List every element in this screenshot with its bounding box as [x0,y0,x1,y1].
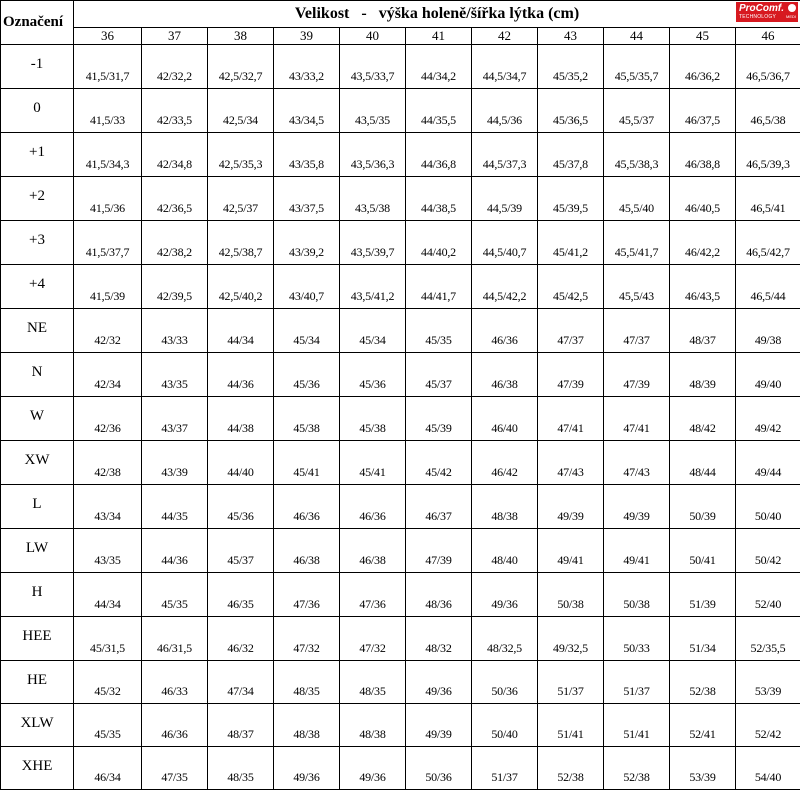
measurement-cell: 43/40,7 [274,265,340,309]
measurement-cell: 47/36 [340,573,406,617]
measurement-cell: 47/34 [208,661,274,704]
measurement-cell: 45/38 [340,397,406,441]
measurement-cell: 50/39 [670,485,736,529]
measurement-cell: 46/33 [142,661,208,704]
measurement-cell: 49/38 [736,309,800,353]
measurement-cell: 46/38 [274,529,340,573]
table-row [1,353,800,397]
measurement-cell: 43,5/38 [340,177,406,221]
measurement-cell: 43/33 [142,309,208,353]
measurement-cell: 41,5/33 [74,89,142,133]
measurement-cell: 45,5/38,3 [604,133,670,177]
size-header-cell: 38 [208,28,274,45]
measurement-cell: 46/40 [472,397,538,441]
measurement-cell: 51/39 [670,573,736,617]
size-header-cell: 46 [736,28,800,45]
measurement-cell: 44,5/34,7 [472,45,538,89]
size-header-row [1,28,800,45]
table-row [1,89,800,133]
size-header-cell: 36 [74,28,142,45]
measurement-cell: 41,5/36 [74,177,142,221]
measurement-cell: 48/38 [340,704,406,747]
measurement-cell: 46,5/41 [736,177,800,221]
measurement-cell: 48/32,5 [472,617,538,661]
row-label: XW [1,441,74,485]
measurement-cell: 44/38,5 [406,177,472,221]
row-label: HE [1,661,74,704]
measurement-cell: 53/39 [670,747,736,790]
row-label: XLW [1,704,74,747]
table-row [1,441,800,485]
measurement-cell: 51/37 [538,661,604,704]
measurement-cell: 45/42 [406,441,472,485]
measurement-cell: 46/43,5 [670,265,736,309]
measurement-cell: 47/39 [406,529,472,573]
measurement-cell: 51/41 [604,704,670,747]
measurement-cell: 50/40 [472,704,538,747]
measurement-cell: 43/34 [74,485,142,529]
measurement-cell: 46,5/38 [736,89,800,133]
size-header-cell: 40 [340,28,406,45]
measurement-cell: 48/32 [406,617,472,661]
measurement-cell: 43,5/39,7 [340,221,406,265]
row-label: +4 [1,265,74,309]
measurement-cell: 48/40 [472,529,538,573]
table-row [1,617,800,661]
measurement-cell: 44,5/36 [472,89,538,133]
measurement-cell: 46/36 [472,309,538,353]
measurement-cell: 50/36 [406,747,472,790]
measurement-cell: 47/37 [604,309,670,353]
measurement-cell: 41,5/39 [74,265,142,309]
logo-text: ProComf. [739,4,784,14]
measurement-cell: 45/34 [340,309,406,353]
size-header-cell: 42 [472,28,538,45]
title-row [1,1,800,28]
measurement-cell: 50/42 [736,529,800,573]
measurement-cell: 44/35,5 [406,89,472,133]
measurement-cell: 42/32 [74,309,142,353]
measurement-cell: 53/39 [736,661,800,704]
table-row [1,704,800,747]
measurement-cell: 45/35 [406,309,472,353]
measurement-cell: 47/41 [538,397,604,441]
table-row [1,309,800,353]
measurement-cell: 46/37,5 [670,89,736,133]
row-label: N [1,353,74,397]
measurement-cell: 45/41 [340,441,406,485]
measurement-cell: 45/35,2 [538,45,604,89]
measurement-cell: 51/34 [670,617,736,661]
row-label: H [1,573,74,617]
measurement-cell: 42/32,2 [142,45,208,89]
measurement-cell: 49/36 [340,747,406,790]
measurement-cell: 42,5/38,7 [208,221,274,265]
measurement-cell: 44,5/42,2 [472,265,538,309]
measurement-cell: 49/32,5 [538,617,604,661]
row-label: W [1,397,74,441]
measurement-cell: 45/34 [274,309,340,353]
table-row [1,221,800,265]
measurement-cell: 46/38,8 [670,133,736,177]
measurement-cell: 46,5/36,7 [736,45,800,89]
measurement-cell: 46/42 [472,441,538,485]
measurement-cell: 48/38 [472,485,538,529]
measurement-cell: 44/35 [142,485,208,529]
measurement-cell: 42,5/34 [208,89,274,133]
measurement-cell: 44,5/37,3 [472,133,538,177]
size-header-cell: 37 [142,28,208,45]
measurement-cell: 45/35 [74,704,142,747]
measurement-cell: 46/32 [208,617,274,661]
measurement-cell: 49/36 [274,747,340,790]
measurement-cell: 48/37 [670,309,736,353]
row-label: -1 [1,45,74,89]
measurement-cell: 42,5/32,7 [208,45,274,89]
measurement-cell: 42/34 [74,353,142,397]
measurement-cell: 51/41 [538,704,604,747]
measurement-cell: 43/39,2 [274,221,340,265]
measurement-cell: 44/36 [208,353,274,397]
measurement-cell: 47/36 [274,573,340,617]
measurement-cell: 45/36,5 [538,89,604,133]
measurement-cell: 44/38 [208,397,274,441]
measurement-cell: 49/39 [406,704,472,747]
measurement-cell: 44/40,2 [406,221,472,265]
measurement-cell: 46/31,5 [142,617,208,661]
measurement-cell: 46/38 [340,529,406,573]
measurement-cell: 41,5/37,7 [74,221,142,265]
measurement-cell: 47/39 [604,353,670,397]
measurement-cell: 42,5/35,3 [208,133,274,177]
measurement-cell: 45/37 [406,353,472,397]
measurement-cell: 52/38 [538,747,604,790]
measurement-cell: 45/31,5 [74,617,142,661]
measurement-cell: 42/34,8 [142,133,208,177]
measurement-cell: 52/40 [736,573,800,617]
row-label: +3 [1,221,74,265]
measurement-cell: 43/34,5 [274,89,340,133]
measurement-cell: 43/35,8 [274,133,340,177]
measurement-cell: 43,5/36,3 [340,133,406,177]
measurement-cell: 42/36 [74,397,142,441]
measurement-cell: 42,5/40,2 [208,265,274,309]
measurement-cell: 45/37,8 [538,133,604,177]
row-label: 0 [1,89,74,133]
measurement-cell: 45/36 [340,353,406,397]
measurement-cell: 45/36 [208,485,274,529]
size-header-cell: 44 [604,28,670,45]
logo-subtext: TECHNOLOGY [739,15,776,20]
measurement-cell: 47/32 [274,617,340,661]
measurement-cell: 45/42,5 [538,265,604,309]
measurement-cell: 49/41 [604,529,670,573]
measurement-cell: 44/40 [208,441,274,485]
table-row [1,133,800,177]
label-column-header: Označení [1,1,74,45]
measurement-cell: 52/42 [736,704,800,747]
table-row [1,485,800,529]
size-header-cell: 43 [538,28,604,45]
measurement-cell: 51/37 [472,747,538,790]
measurement-cell: 46/38 [472,353,538,397]
measurement-cell: 43,5/33,7 [340,45,406,89]
measurement-cell: 43/37 [142,397,208,441]
measurement-cell: 46/40,5 [670,177,736,221]
measurement-cell: 45,5/43 [604,265,670,309]
row-label: +2 [1,177,74,221]
measurement-cell: 46/37 [406,485,472,529]
measurement-cell: 45,5/35,7 [604,45,670,89]
measurement-cell: 47/37 [538,309,604,353]
table-row [1,529,800,573]
measurement-cell: 45/36 [274,353,340,397]
measurement-cell: 45,5/37 [604,89,670,133]
table-title: Velikost - výška holeně/šířka lýtka (cm) [295,5,579,22]
measurement-cell: 50/38 [604,573,670,617]
table-row [1,265,800,309]
measurement-cell: 42/33,5 [142,89,208,133]
measurement-cell: 52/38 [604,747,670,790]
size-header-cell: 45 [670,28,736,45]
measurement-cell: 49/40 [736,353,800,397]
measurement-cell: 46,5/44 [736,265,800,309]
measurement-cell: 49/39 [604,485,670,529]
measurement-cell: 43/37,5 [274,177,340,221]
measurement-cell: 49/36 [406,661,472,704]
table-row [1,397,800,441]
measurement-cell: 45/41,2 [538,221,604,265]
measurement-cell: 46/35 [208,573,274,617]
measurement-cell: 47/39 [538,353,604,397]
measurement-cell: 46,5/39,3 [736,133,800,177]
row-label: LW [1,529,74,573]
measurement-cell: 50/33 [604,617,670,661]
measurement-cell: 46,5/42,7 [736,221,800,265]
measurement-cell: 42,5/37 [208,177,274,221]
measurement-cell: 44/34 [74,573,142,617]
measurement-cell: 49/41 [538,529,604,573]
measurement-cell: 52/38 [670,661,736,704]
row-label: L [1,485,74,529]
measurement-cell: 41,5/34,3 [74,133,142,177]
measurement-cell: 45/38 [274,397,340,441]
size-header-cell: 39 [274,28,340,45]
table-row [1,45,800,89]
measurement-cell: 45,5/41,7 [604,221,670,265]
measurement-cell: 48/42 [670,397,736,441]
measurement-cell: 43/33,2 [274,45,340,89]
row-label: NE [1,309,74,353]
table-row [1,573,800,617]
measurement-cell: 48/44 [670,441,736,485]
measurement-cell: 45/39,5 [538,177,604,221]
measurement-cell: 49/36 [472,573,538,617]
measurement-cell: 50/40 [736,485,800,529]
measurement-cell: 51/37 [604,661,670,704]
measurement-cell: 45/32 [74,661,142,704]
measurement-cell: 48/35 [208,747,274,790]
measurement-cell: 47/43 [604,441,670,485]
measurement-cell: 52/35,5 [736,617,800,661]
measurement-cell: 45/41 [274,441,340,485]
measurement-cell: 44,5/39 [472,177,538,221]
measurement-cell: 46/36 [142,704,208,747]
measurement-cell: 48/37 [208,704,274,747]
measurement-cell: 47/41 [604,397,670,441]
measurement-cell: 47/32 [340,617,406,661]
table-row [1,661,800,704]
measurement-cell: 43,5/41,2 [340,265,406,309]
measurement-cell: 48/35 [274,661,340,704]
title-cell [74,1,800,28]
measurement-cell: 50/36 [472,661,538,704]
measurement-cell: 42/39,5 [142,265,208,309]
measurement-cell: 46/34 [74,747,142,790]
measurement-cell: 48/35 [340,661,406,704]
measurement-cell: 43/39 [142,441,208,485]
procomf-logo [736,2,798,22]
size-header-cell: 41 [406,28,472,45]
measurement-cell: 44/36 [142,529,208,573]
table-row [1,177,800,221]
measurement-cell: 48/36 [406,573,472,617]
measurement-cell: 44/36,8 [406,133,472,177]
measurement-cell: 44/34 [208,309,274,353]
measurement-cell: 46/36 [274,485,340,529]
measurement-cell: 50/38 [538,573,604,617]
measurement-cell: 49/42 [736,397,800,441]
measurement-cell: 41,5/31,7 [74,45,142,89]
measurement-cell: 43,5/35 [340,89,406,133]
measurement-cell: 42/38 [74,441,142,485]
measurement-cell: 46/42,2 [670,221,736,265]
measurement-cell: 48/39 [670,353,736,397]
measurement-cell: 46/36 [340,485,406,529]
measurement-cell: 49/44 [736,441,800,485]
measurement-cell: 45/39 [406,397,472,441]
measurement-cell: 47/43 [538,441,604,485]
measurement-cell: 42/38,2 [142,221,208,265]
measurement-cell: 43/35 [142,353,208,397]
measurement-cell: 43/35 [74,529,142,573]
measurement-cell: 44/34,2 [406,45,472,89]
logo-mark-text: MEDI [786,15,796,19]
measurement-cell: 44/41,7 [406,265,472,309]
measurement-cell: 49/39 [538,485,604,529]
measurement-cell: 45/37 [208,529,274,573]
measurement-cell: 45/35 [142,573,208,617]
measurement-cell: 54/40 [736,747,800,790]
measurement-cell: 50/41 [670,529,736,573]
row-label: XHE [1,747,74,790]
measurement-cell: 48/38 [274,704,340,747]
logo-mark-icon [788,4,796,12]
row-label: +1 [1,133,74,177]
measurement-cell: 44,5/40,7 [472,221,538,265]
row-label: HEE [1,617,74,661]
measurement-cell: 52/41 [670,704,736,747]
measurement-cell: 45,5/40 [604,177,670,221]
table-row [1,747,800,790]
measurement-cell: 46/36,2 [670,45,736,89]
measurement-cell: 42/36,5 [142,177,208,221]
measurement-cell: 47/35 [142,747,208,790]
